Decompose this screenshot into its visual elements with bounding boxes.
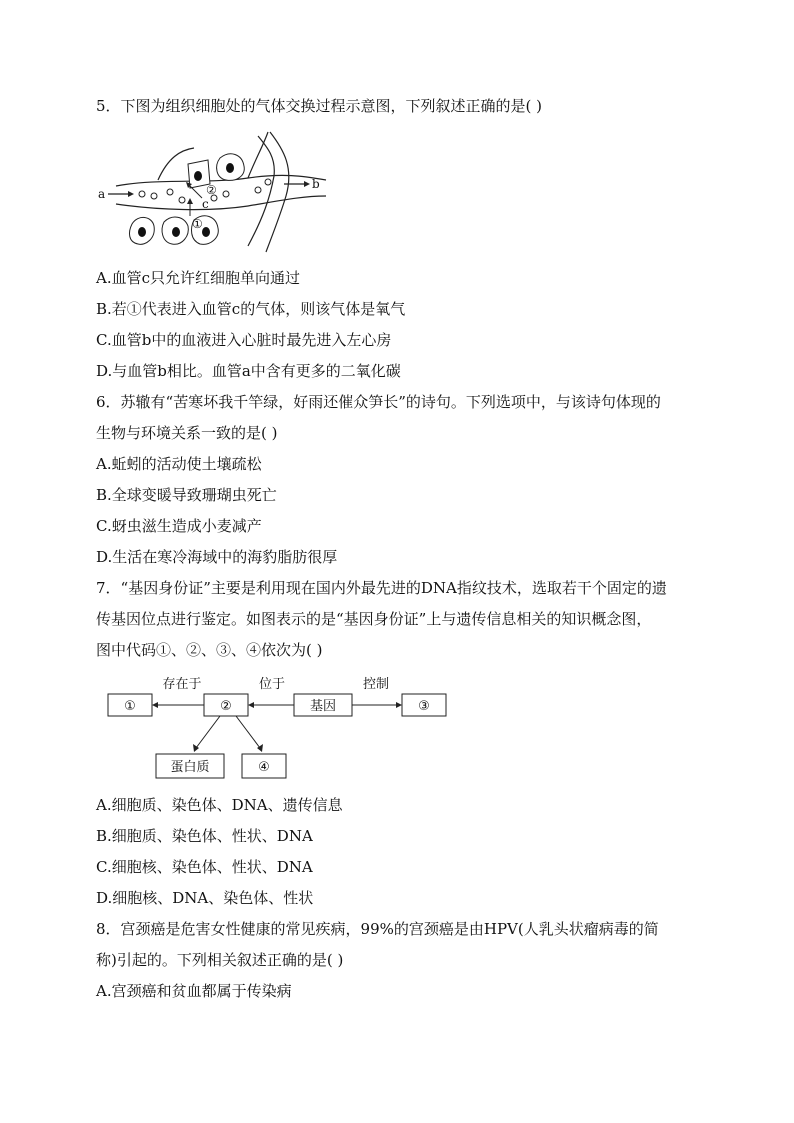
q7-option-a: A.细胞质、染色体、DNA、遗传信息 — [96, 796, 343, 814]
label-exist-in: 存在于 — [162, 677, 202, 692]
question-7-stem-line2: 传基因位点进行鉴定。如图表示的是“基因身份证”上与遗传信息相关的知识概念图， — [96, 610, 652, 628]
concept-box-4: ④ — [258, 760, 270, 775]
concept-box-protein: 蛋白质 — [170, 760, 210, 775]
label-b: b — [312, 177, 320, 191]
q6-option-a: A.蚯蚓的活动使土壤疏松 — [96, 455, 262, 473]
question-5-stem: 5．下图为组织细胞处的气体交换过程示意图，下列叙述正确的是( ) — [96, 97, 543, 115]
q6-option-b: B.全球变暖导致珊瑚虫死亡 — [96, 486, 277, 504]
concept-box-3: ③ — [418, 699, 430, 714]
q6-option-c: C.蚜虫滋生造成小麦减产 — [96, 517, 262, 535]
question-7-stem-line3: 图中代码①、②、③、④依次为( ) — [96, 641, 323, 659]
question-6-stem-line1: 6．苏辙有“苦寒坏我千竿绿，好雨还催众笋长”的诗句。下列选项中，与该诗句体现的 — [96, 393, 661, 411]
concept-box-gene: 基因 — [309, 699, 337, 714]
concept-box-1: ① — [124, 699, 136, 714]
q7-option-d: D.细胞核、DNA、染色体、性状 — [96, 889, 314, 907]
gene-concept-map — [100, 676, 460, 788]
q5-option-d: D.与血管b相比。血管a中含有更多的二氧化碳 — [96, 362, 401, 380]
q5-option-a: A.血管c只允许红细胞单向通过 — [96, 269, 301, 287]
label-control: 控制 — [362, 677, 390, 692]
concept-box-2: ② — [220, 699, 232, 714]
label-c: c — [202, 197, 209, 211]
gas-exchange-figure — [98, 128, 338, 256]
label-a: a — [98, 187, 106, 201]
q5-option-b: B.若①代表进入血管c的气体，则该气体是氧气 — [96, 300, 406, 318]
q5-option-c: C.血管b中的血液进入心脏时最先进入左心房 — [96, 331, 392, 349]
question-7-stem-line1: 7．“基因身份证”主要是利用现在国内外最先进的DNA指纹技术，选取若干个固定的遗 — [96, 579, 667, 597]
question-8-stem-line2: 称)引起的。下列相关叙述正确的是( ) — [96, 951, 344, 969]
label-1: ① — [192, 217, 203, 231]
q6-option-d: D.生活在寒冷海域中的海豹脂肪很厚 — [96, 548, 338, 566]
q7-option-b: B.细胞质、染色体、性状、DNA — [96, 827, 313, 845]
question-6-stem-line2: 生物与环境关系一致的是( ) — [96, 424, 278, 442]
q8-option-a: A.宫颈癌和贫血都属于传染病 — [96, 982, 292, 1000]
q7-option-c: C.细胞核、染色体、性状、DNA — [96, 858, 313, 876]
question-8-stem-line1: 8．宫颈癌是危害女性健康的常见疾病，99%的宫颈癌是由HPV(人乳头状瘤病毒的简 — [96, 920, 659, 938]
label-2: ② — [206, 183, 217, 197]
label-located-in: 位于 — [258, 677, 286, 692]
